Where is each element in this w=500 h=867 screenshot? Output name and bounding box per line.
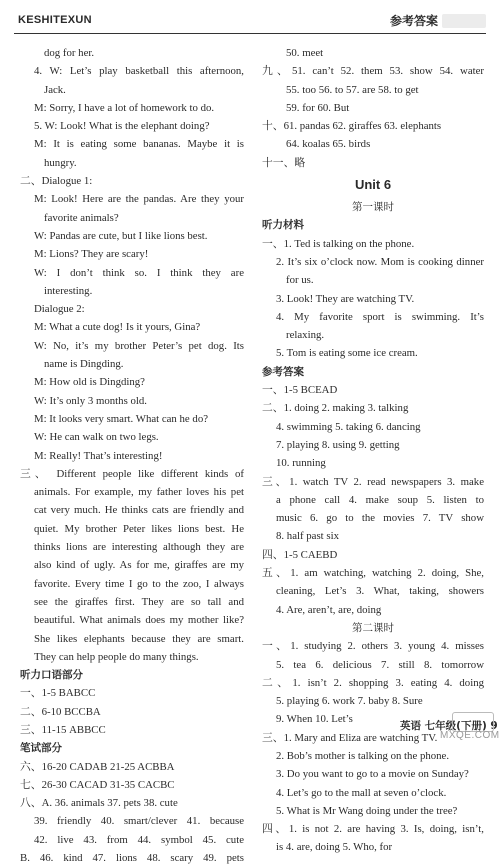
answer-line: is 4. are, doing 5. Who, for	[276, 841, 393, 854]
answer-line: thinks lions are interesting although they are	[34, 541, 244, 554]
answer-line: 三、1. Mary and Eliza are watching TV.	[262, 731, 438, 744]
answer-line: M: It is eating some bananas. Maybe it is	[34, 138, 244, 151]
answer-line: 5. playing 6. work 7. baby 8. Sure	[276, 695, 423, 708]
answer-line: 4. Let’s go to the mall at seven o’clock.	[276, 786, 447, 799]
answer-line: 4. My favorite sport is swimming. It’s	[276, 310, 484, 323]
answer-line: She likes elephants because they are smart.	[34, 632, 244, 645]
answer-line: 九、51. can’t 52. them 53. show 54. water	[262, 65, 484, 78]
answer-line: also kind of ugly. As for me, giraffes are my	[34, 559, 244, 572]
header-ornament	[442, 14, 486, 28]
watermark-text: MXQE.COM	[440, 730, 500, 741]
answer-line: 二、1. doing 2. making 3. talking	[262, 402, 409, 415]
answer-line: 39. friendly 40. smart/clever 41. because	[34, 815, 244, 828]
answer-line: M: Really! That’s interesting!	[34, 449, 163, 462]
answer-line: interesting.	[44, 284, 93, 297]
answer-line: W: It’s only 3 months old.	[34, 394, 147, 407]
answer-line: W: He can walk on two legs.	[34, 431, 159, 444]
section-heading: 听力材料	[262, 219, 304, 232]
answer-line: name is Dingding.	[44, 358, 124, 371]
answer-line: cat very much. He thinks cats are friendly and	[34, 504, 244, 517]
answer-line: 42. live 43. from 44. symbol 45. cute	[34, 833, 244, 846]
answer-line: 7. playing 8. using 9. getting	[276, 438, 400, 451]
answer-line: 一、1. Ted is talking on the phone.	[262, 237, 415, 250]
answer-line: 5. Tom is eating some ice cream.	[276, 347, 418, 360]
answer-line: favorite animals?	[44, 211, 119, 224]
answer-line: M: Sorry, I have a lot of homework to do.	[34, 101, 215, 114]
answer-line: 三、11-15 ABBCC	[20, 723, 106, 736]
answer-line: 十一、略	[262, 156, 306, 169]
answer-line: 64. koalas 65. birds	[286, 138, 371, 151]
answer-line: 55. too 56. to 57. are 58. to get	[286, 83, 419, 96]
lesson-heading: 第二课时	[352, 621, 394, 634]
section-title: 参考答案	[390, 14, 439, 28]
answer-line: M: Look! Here are the pandas. Are they your	[34, 193, 244, 206]
answer-line: 2. It’s six o’clock now. Mom is cooking dinner	[276, 255, 484, 268]
answer-line: favorite. Every time I go to the zoo, I always	[34, 577, 244, 590]
answer-line: 八、A. 36. animals 37. pets 38. cute	[20, 797, 178, 810]
section-heading: 笔试部分	[20, 742, 62, 755]
answer-line: 一、1. studying 2. others 3. young 4. misses	[262, 640, 484, 653]
answer-line: 一、1-5 BABCC	[20, 687, 96, 700]
header-rule	[14, 33, 486, 34]
answer-line: beautiful. What animals does my mother like?	[34, 614, 244, 627]
answer-line: They can help people do many things.	[34, 650, 199, 663]
answer-line: M: How old is Dingding?	[34, 376, 145, 389]
answer-line: 4. Are, aren’t, are, doing	[276, 603, 382, 616]
answer-line: cleaning, Let’s 3. What, taking, showers	[276, 585, 484, 598]
answer-line: 四、1-5 CAEBD	[262, 548, 338, 561]
answer-line: 六、16-20 CADAB 21-25 ACBBA	[20, 760, 175, 773]
answer-line: 5. What is Mr Wang doing under the tree?	[276, 804, 458, 817]
footer-label: 英语 七年级(下册)	[400, 720, 487, 732]
page-number: 9	[490, 720, 498, 732]
answer-line: 七、26-30 CACAD 31-35 CACBC	[20, 778, 175, 791]
answer-line: M: What a cute dog! Is it yours, Gina?	[34, 321, 201, 334]
answer-line: 三、1. watch TV 2. read newspapers 3. make	[262, 475, 484, 488]
answer-line: 10. running	[276, 457, 326, 470]
answer-line: music 6. go to the movies 7. TV show	[276, 512, 484, 525]
answer-line: 5. tea 6. delicious 7. still 8. tomorrow	[276, 658, 484, 671]
answer-line: 一、1-5 BCEAD	[262, 384, 338, 397]
answer-line: dog for her.	[44, 47, 95, 59]
answer-line: quiet. My brother Peter likes lions best. He	[34, 522, 244, 535]
answer-line: for us.	[286, 274, 314, 287]
answer-line: 2. Bob’s mother is talking on the phone.	[276, 749, 450, 762]
answer-line: animals. For example, my father loves his pet	[34, 486, 244, 499]
unit-heading: Unit 6	[354, 177, 392, 193]
lesson-heading: 第一课时	[352, 201, 394, 214]
answer-line: 三、 Different people like different kinds of	[20, 467, 244, 480]
answer-line: 50. meet	[286, 47, 324, 59]
answer-line: 59. for 60. But	[286, 101, 350, 114]
answer-line: W: I don’t think so. I think they are	[34, 266, 244, 279]
answer-line: M: Lions? They are scary!	[34, 248, 149, 261]
watermark-logo	[452, 712, 494, 732]
answer-line: 8. half past six	[276, 530, 339, 543]
answer-line: relaxing.	[286, 329, 325, 342]
answer-line: 3. Do you want to go to a movie on Sunday?	[276, 768, 469, 781]
answer-line: 二、1. isn’t 2. shopping 3. eating 4. doing	[262, 676, 484, 689]
answer-line: 二、Dialogue 1:	[20, 175, 93, 188]
answer-line: a phone call 4. make soup 5. listen to	[276, 493, 484, 506]
publisher-mark: KESHITEXUN	[18, 14, 92, 26]
answer-line: 3. Look! They are watching TV.	[276, 292, 415, 305]
answer-line: M: It looks very smart. What can he do?	[34, 412, 209, 425]
answer-line: see the giraffes first. They are so tall and	[34, 595, 244, 608]
answer-line: 二、6-10 BCCBA	[20, 705, 101, 718]
answer-line: 4. W: Let’s play basketball this afternoon,	[34, 65, 244, 78]
answer-line: hungry.	[44, 156, 77, 169]
answer-line: Dialogue 2:	[34, 303, 85, 316]
section-heading: 听力口语部分	[20, 669, 83, 682]
answer-line: W: Pandas are cute, but I like lions best.	[34, 229, 208, 242]
answer-line: 4. swimming 5. taking 6. dancing	[276, 420, 421, 433]
answer-line: 四、1. is not 2. are having 3. Is, doing, isn’t,	[262, 823, 484, 836]
answer-line: Jack.	[44, 83, 66, 96]
section-heading: 参考答案	[262, 365, 304, 378]
answer-line: 5. W: Look! What is the elephant doing?	[34, 120, 210, 133]
answer-line: 五、1. am watching, watching 2. doing, She,	[262, 567, 484, 580]
answer-line: 9. When 10. Let’s	[276, 713, 353, 726]
answer-line: 十、61. pandas 62. giraffes 63. elephants	[262, 120, 442, 133]
answer-line: B. 46. kind 47. lions 48. scary 49. pets	[20, 852, 244, 865]
answer-line: W: No, it’s my brother Peter’s pet dog. Its	[34, 339, 244, 352]
